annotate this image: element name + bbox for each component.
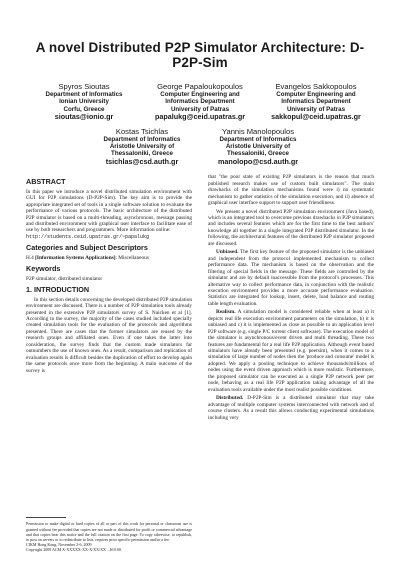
- realism-body: A simulation model is considered reliable when at least a) it depicts real life execution environment parameters on the simulation, b) it is unbiased and c) it is implemented as close as possible to an application level P2P software (e.g. single P/C torrent client software). The execution model of the simulator is asynchronous/event driven and multi threading. These two features are fundamental for a real life P2P application. Although event based simulators have already been presented (e.g. peersim), when it comes to a simulation of large number of nodes then the 'produce and consume' model is adopted. We apply a pooling technique to achieve thousands/millions of nodes using the event driven approach which is more realistic. Furthermore, the proposed simulator can be executed as a single P2P network peer per node, behaving as a real life P2P application taking advantage of all the evaluation tools available under the most realist possible conditions.: [208, 309, 374, 393]
- introduction-text: In this section details concerning the developed distributed P2P simulation environment are discussed. There is a number of P2P simulation tools already presented in the extensive P2P simulators survey of S. Naicken et al [1]. According to the survey, the majority of the cases studied included specially created simulation tools for the evaluation of the protocols and algorithms presented. There are cases that the former simulators are reused by the research groups and affiliated ones. Even if one takes the latter into consideration, the survey finds that the custom made simulators far outnumbers the use of known ones. As a result, comparison and replication of evaluation results is difficult besides the duplication of effort to develop again the same protocols once more from the beginning. A main outcome of the survey is: [26, 296, 192, 374]
- author-affiliation: Thessaloniki, Greece: [111, 150, 173, 158]
- categories-text: [26, 255, 192, 261]
- abstract-url[interactable]: http://students.ceid.upatras.gr/~papalukg: [26, 233, 150, 240]
- author-email: sioutas@ionio.gr: [54, 112, 114, 122]
- author-name: Spyros Sioutas: [58, 82, 110, 91]
- author-affiliation: Department of Informatics: [103, 135, 181, 143]
- conference-line: CIKM Hong Kong, November 2-6, 2009: [26, 541, 92, 547]
- author-affiliation: Aristotle University of: [225, 143, 291, 151]
- distributed-body: D-P2P-Sim is a distributed simulator that may take advantage of multiple computer systems interconnected with network and of course clusters. As a result this allows conducting experimental simulations including very: [208, 395, 374, 421]
- categories-heading: Categories and Subject Descriptors: [26, 243, 148, 253]
- author-affiliation: Corfu, Greece: [63, 105, 105, 113]
- abstract-text: [26, 189, 192, 241]
- author-affiliation: Computer Engineering and: [276, 91, 356, 98]
- introduction-heading: 1. INTRODUCTION: [26, 285, 90, 295]
- left-column: [26, 174, 192, 423]
- footnote-rule: [26, 517, 66, 518]
- author-row-2: [26, 127, 374, 167]
- author-affiliation: Department of Informatics: [45, 91, 123, 98]
- author-sakkopoulos: [264, 82, 368, 122]
- distributed-lead: Distributed.: [216, 395, 244, 402]
- copyright-line: Copyright 2009 ACM X-XXXXX-XX-X/XX/XX ...$10.00.: [26, 546, 122, 552]
- unbiased-lead: Unbiased.: [216, 249, 239, 256]
- author-name: Evangelos Sakkopoulos: [275, 82, 357, 91]
- two-column-body: [26, 174, 374, 423]
- author-block: [26, 82, 374, 166]
- distributed-paragraph: [208, 395, 374, 421]
- author-papaloukopoulos: [148, 82, 252, 122]
- category-code: H.4: [26, 254, 34, 261]
- author-tsichlas: [90, 127, 194, 167]
- author-name: George Papaloukopoulos: [157, 82, 243, 91]
- author-affiliation: Thessaloniki, Greece: [227, 150, 289, 158]
- permission-notice: Permission to make digital or hard copies of all or part of this work for personal or classroom use is granted without fee provided that copies are not made or distributed for profit or commercial advantage and that copies bear this notice and the full citation on the first page. To copy otherwise, to republish, to post on servers or to redistribute to lists, requires prior specific permission and/or a fee.: [26, 521, 192, 542]
- author-email: sakkopul@ceid.upatras.gr: [271, 112, 361, 122]
- category-name: [Information Systems Applications]: [35, 254, 116, 261]
- unbiased-body: The first key feature of the proposed simulator is the unbiased and independent from the protocol implemented mechanism to collect performance data. The mechanism is based on the observation and the filtering of special fields in the message. These fields are controlled by the simulator and are by default inaccessible from the protocol's processes. This alternative way to collect performance data, in conjunction with the realistic execution environment provides a more accurate performance evaluation. Statistics are integrated for lookup, insert, delete, load balance and routing table length evaluation.: [208, 249, 374, 307]
- author-affiliation: Ionian University: [59, 98, 109, 106]
- realism-paragraph: [208, 309, 374, 393]
- keywords-heading: Keywords: [26, 264, 61, 274]
- right-paragraph-2: We present a novel distributed P2P simulation environment (Java based), which is an integrated tool to overcome previous drawbacks in P2P simulators and includes several features which are for the first time to the best authors' knowledge all together in a single integrated P2P distributed simulator. In the following, the architectural features of the distributed P2P simulator proposed are discussed.: [208, 208, 374, 247]
- paper-title: A novel Distributed P2P Simulator Architecture: D-P2P-Sim: [35, 40, 365, 70]
- right-paragraph-1: that "the poor state of existing P2P simulators is the reason that much published research makes use of custom built simulators". The main drawbacks of the simulation mechanisms found were i) no systematic mechanism to gather statistics of the simulation execution, and ii) absence of graphical user interface support to support user friendliness.: [208, 174, 374, 207]
- unbiased-paragraph: [208, 249, 374, 307]
- author-manolopoulos: [206, 127, 310, 167]
- author-affiliation: Informatics Department: [281, 98, 351, 106]
- author-email: papalukg@ceid.upatras.gr: [154, 112, 246, 122]
- right-column: [208, 174, 374, 423]
- author-affiliation: University of Patras: [286, 105, 346, 113]
- realism-lead: Realism.: [216, 309, 236, 316]
- author-affiliation: Computer Engineering and: [160, 91, 240, 98]
- author-name: Kostas Tsichlas: [115, 126, 169, 136]
- author-sioutas: [32, 82, 136, 122]
- category-rest: : Miscellaneous: [115, 254, 149, 261]
- abstract-body: In this paper we introduce a novel distributed simulation environment with GUI for P2P simulations (D-P2P-Sim). The key aim is to provide the appropriate integrated set of tools in a single software solution to evaluate the performance of various protocols. The basic architecture of the distributed P2P simulator is based on a multi-threading, asynchronous, message passing and distributed environment with graphical user interface to facilitate ease of use by both researchers and programmers. More information online:: [26, 188, 192, 234]
- author-row-1: [26, 82, 374, 122]
- author-name: Yannis Manolopoulos: [221, 126, 295, 136]
- author-email: tsichlas@csd.auth.gr: [105, 156, 179, 166]
- keywords-text: P2P simulator, distributed simulator: [26, 275, 103, 282]
- author-email: manolopo@csd.auth.gr: [217, 156, 299, 166]
- author-affiliation: University of Patras: [170, 105, 230, 113]
- author-affiliation: Aristotle University of: [109, 143, 175, 151]
- author-affiliation: Department of Informatics: [219, 135, 297, 143]
- author-affiliation: Informatics Department: [165, 98, 235, 106]
- abstract-heading: ABSTRACT: [26, 177, 66, 187]
- copyright-footnote: [26, 517, 192, 552]
